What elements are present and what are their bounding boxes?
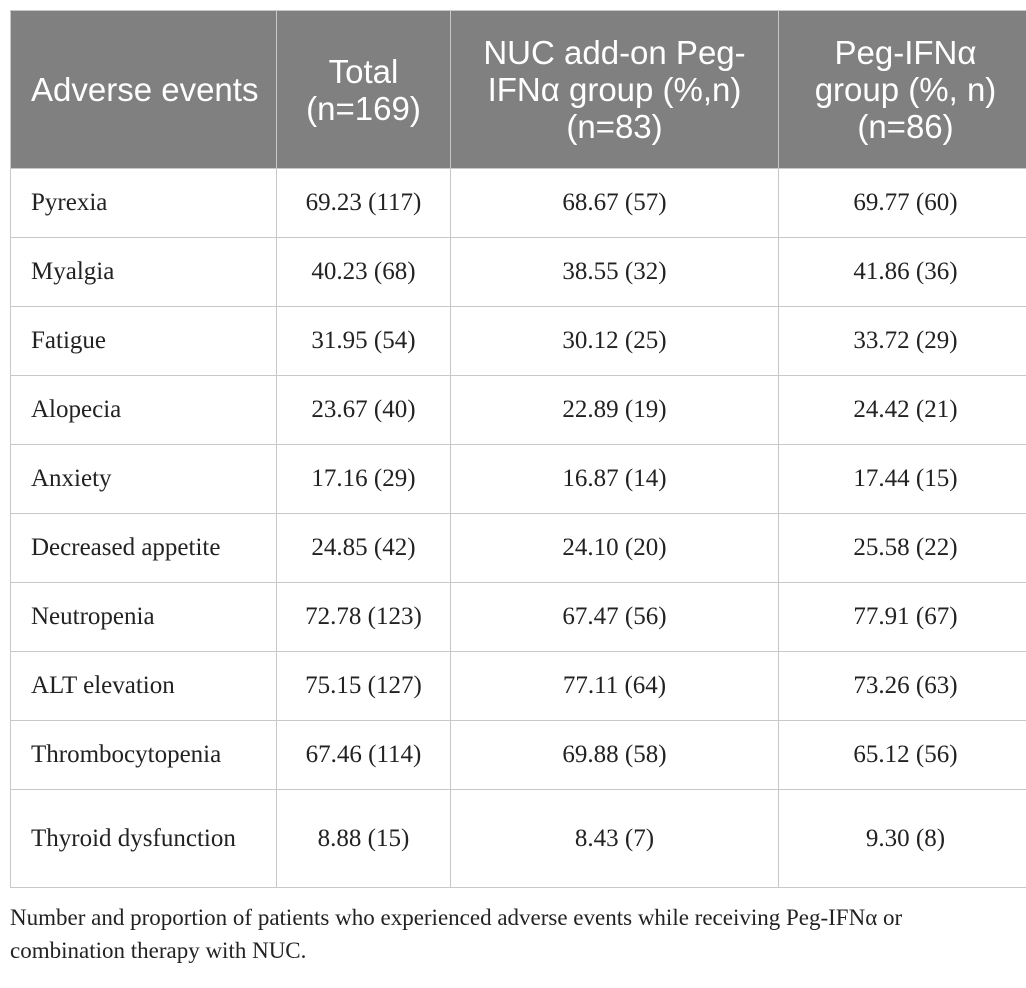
cell-peg: 73.26 (63): [779, 652, 1026, 721]
header-nuc-add-on-group: NUC add-on Peg-IFNα group (%,n) (n=83): [451, 11, 779, 169]
row-label: Fatigue: [11, 307, 277, 376]
table-row: [11, 514, 1026, 583]
cell-peg: 9.30 (8): [779, 790, 1026, 888]
table-header-row: [11, 11, 1026, 169]
cell-nuc: 22.89 (19): [451, 376, 779, 445]
cell-nuc: 24.10 (20): [451, 514, 779, 583]
cell-nuc: 69.88 (58): [451, 721, 779, 790]
row-label: Alopecia: [11, 376, 277, 445]
table-row: [11, 238, 1026, 307]
cell-total: 17.16 (29): [277, 445, 451, 514]
cell-nuc: 38.55 (32): [451, 238, 779, 307]
row-label: Myalgia: [11, 238, 277, 307]
cell-peg: 77.91 (67): [779, 583, 1026, 652]
cell-nuc: 8.43 (7): [451, 790, 779, 888]
header-peg-ifn-group: Peg-IFNα group (%, n) (n=86): [779, 11, 1026, 169]
row-label: Pyrexia: [11, 169, 277, 238]
cell-nuc: 16.87 (14): [451, 445, 779, 514]
cell-nuc: 77.11 (64): [451, 652, 779, 721]
cell-total: 75.15 (127): [277, 652, 451, 721]
table-row: [11, 790, 1026, 888]
cell-total: 67.46 (114): [277, 721, 451, 790]
header-adverse-events: Adverse events: [11, 11, 277, 169]
header-total: Total (n=169): [277, 11, 451, 169]
row-label: Thrombocytopenia: [11, 721, 277, 790]
cell-nuc: 67.47 (56): [451, 583, 779, 652]
table-row: [11, 721, 1026, 790]
table-row: [11, 583, 1026, 652]
table-row: [11, 652, 1026, 721]
row-label: Neutropenia: [11, 583, 277, 652]
table-row: [11, 307, 1026, 376]
table-row: [11, 169, 1026, 238]
row-label: Decreased appetite: [11, 514, 277, 583]
cell-total: 72.78 (123): [277, 583, 451, 652]
table-caption: Number and proportion of patients who experienced adverse events while receiving Peg-IFNα or combination therapy with NUC.: [10, 905, 903, 963]
cell-total: 24.85 (42): [277, 514, 451, 583]
table-row: [11, 445, 1026, 514]
cell-total: 31.95 (54): [277, 307, 451, 376]
cell-peg: 17.44 (15): [779, 445, 1026, 514]
cell-peg: 65.12 (56): [779, 721, 1026, 790]
cell-peg: 69.77 (60): [779, 169, 1026, 238]
row-label: Thyroid dysfunction: [11, 790, 277, 888]
cell-peg: 33.72 (29): [779, 307, 1026, 376]
cell-total: 40.23 (68): [277, 238, 451, 307]
adverse-events-table: [10, 10, 1026, 888]
cell-total: 69.23 (117): [277, 169, 451, 238]
cell-total: 23.67 (40): [277, 376, 451, 445]
table-row: [11, 376, 1026, 445]
row-label: ALT elevation: [11, 652, 277, 721]
table-container: [10, 10, 1026, 967]
cell-nuc: 68.67 (57): [451, 169, 779, 238]
cell-nuc: 30.12 (25): [451, 307, 779, 376]
cell-total: 8.88 (15): [277, 790, 451, 888]
cell-peg: 25.58 (22): [779, 514, 1026, 583]
row-label: Anxiety: [11, 445, 277, 514]
cell-peg: 24.42 (21): [779, 376, 1026, 445]
cell-peg: 41.86 (36): [779, 238, 1026, 307]
